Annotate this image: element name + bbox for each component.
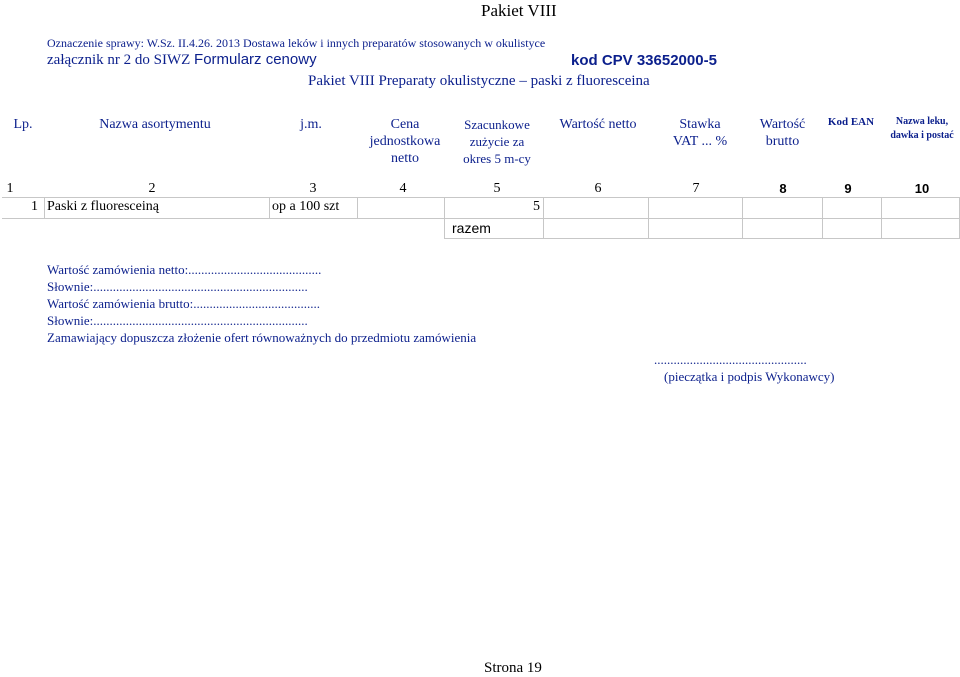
net-order-value: Wartość zamówienia netto:.........................................: [47, 262, 322, 277]
gross-order-value: Wartość zamówienia brutto:.......................................: [47, 296, 320, 311]
col-number-1: 1: [6, 181, 14, 196]
package-label: Pakiet VIII: [481, 1, 557, 20]
grid-line: [822, 197, 823, 238]
package-title-dash: –: [519, 73, 527, 89]
grid-line: [742, 197, 743, 238]
col-header-vat: [655, 116, 745, 150]
col-header-price-line1: Cena: [390, 117, 420, 132]
col-number-6: 6: [594, 181, 602, 196]
signature-label: (pieczątka i podpis Wykonawcy): [664, 369, 835, 384]
col-header-net-value: Wartość netto: [559, 117, 637, 132]
col-header-gross-line2: brutto: [765, 134, 800, 149]
grid-line: [44, 197, 45, 218]
attachment-prefix: załącznik nr 2 do SIWZ: [47, 52, 195, 68]
col-header-gross-line1: Wartość: [759, 117, 806, 132]
page-number: Strona 19: [484, 660, 542, 676]
row-unit: op a 100 szt: [272, 199, 340, 214]
col-number-2: 2: [148, 181, 156, 196]
col-header-usage-line1: Szacunkowe: [464, 117, 530, 132]
grid-line: [444, 238, 960, 239]
row-usage: 5: [533, 199, 540, 214]
signature-line: ...............................................: [654, 352, 807, 367]
col-header-unit: j.m.: [300, 117, 322, 132]
total-label: razem: [452, 220, 491, 236]
col-header-usage-line3: okres 5 m-cy: [463, 151, 531, 166]
col-header-name: Nazwa asortymentu: [99, 117, 211, 132]
attachment-line: [47, 51, 317, 69]
gross-in-words: Słownie:..................................................................: [47, 313, 308, 328]
col-header-usage-line2: zużycie za: [469, 134, 525, 149]
net-in-words: Słownie:..................................................................: [47, 279, 308, 294]
col-header-usage: [452, 116, 542, 167]
equivalent-offers-note: Zamawiający dopuszcza złożenie ofert równoważnych do przedmiotu zamówienia: [47, 330, 477, 345]
grid-line: [269, 197, 270, 218]
col-header-vat-line1: Stawka: [679, 117, 721, 132]
col-number-8: 8: [779, 181, 787, 196]
col-header-price-line2: jednostkowa: [369, 134, 441, 149]
grid-line: [444, 197, 445, 238]
grid-line: [357, 197, 358, 218]
col-number-10: 10: [914, 181, 930, 196]
package-title: [308, 73, 650, 90]
package-title-prefix: Pakiet VIII Preparaty okulistyczne: [308, 73, 520, 89]
col-header-drug: [884, 115, 960, 143]
col-header-price: [360, 116, 450, 167]
col-number-7: 7: [692, 181, 700, 196]
grid-line: [881, 197, 882, 238]
attachment-form: Formularz cenowy: [194, 51, 317, 68]
row-lp: 1: [31, 199, 38, 214]
grid-line: [2, 197, 960, 198]
col-number-3: 3: [309, 181, 317, 196]
col-number-4: 4: [399, 181, 407, 196]
col-number-9: 9: [844, 181, 852, 196]
col-header-price-line3: netto: [391, 151, 419, 166]
col-header-vat-line2: VAT ... %: [672, 134, 728, 149]
grid-line: [2, 218, 960, 219]
row-name: Paski z fluoresceiną: [47, 199, 159, 214]
case-reference: Oznaczenie sprawy: W.Sz. II.4.26. 2013 Dostawa leków i innych preparatów stosowanych w okulistyce: [47, 36, 546, 50]
cpv-code: kod CPV 33652000-5: [571, 52, 717, 69]
col-header-drug-line1: Nazwa leku,: [895, 116, 949, 127]
col-header-ean: Kod EAN: [827, 116, 875, 128]
package-title-suffix: paski z fluoresceina: [526, 73, 650, 89]
grid-line: [543, 197, 544, 238]
col-header-drug-line2: dawka i postać: [890, 130, 954, 141]
grid-line: [648, 197, 649, 238]
col-header-lp: Lp.: [13, 117, 33, 132]
col-header-gross: [745, 116, 820, 150]
col-number-5: 5: [493, 181, 501, 196]
